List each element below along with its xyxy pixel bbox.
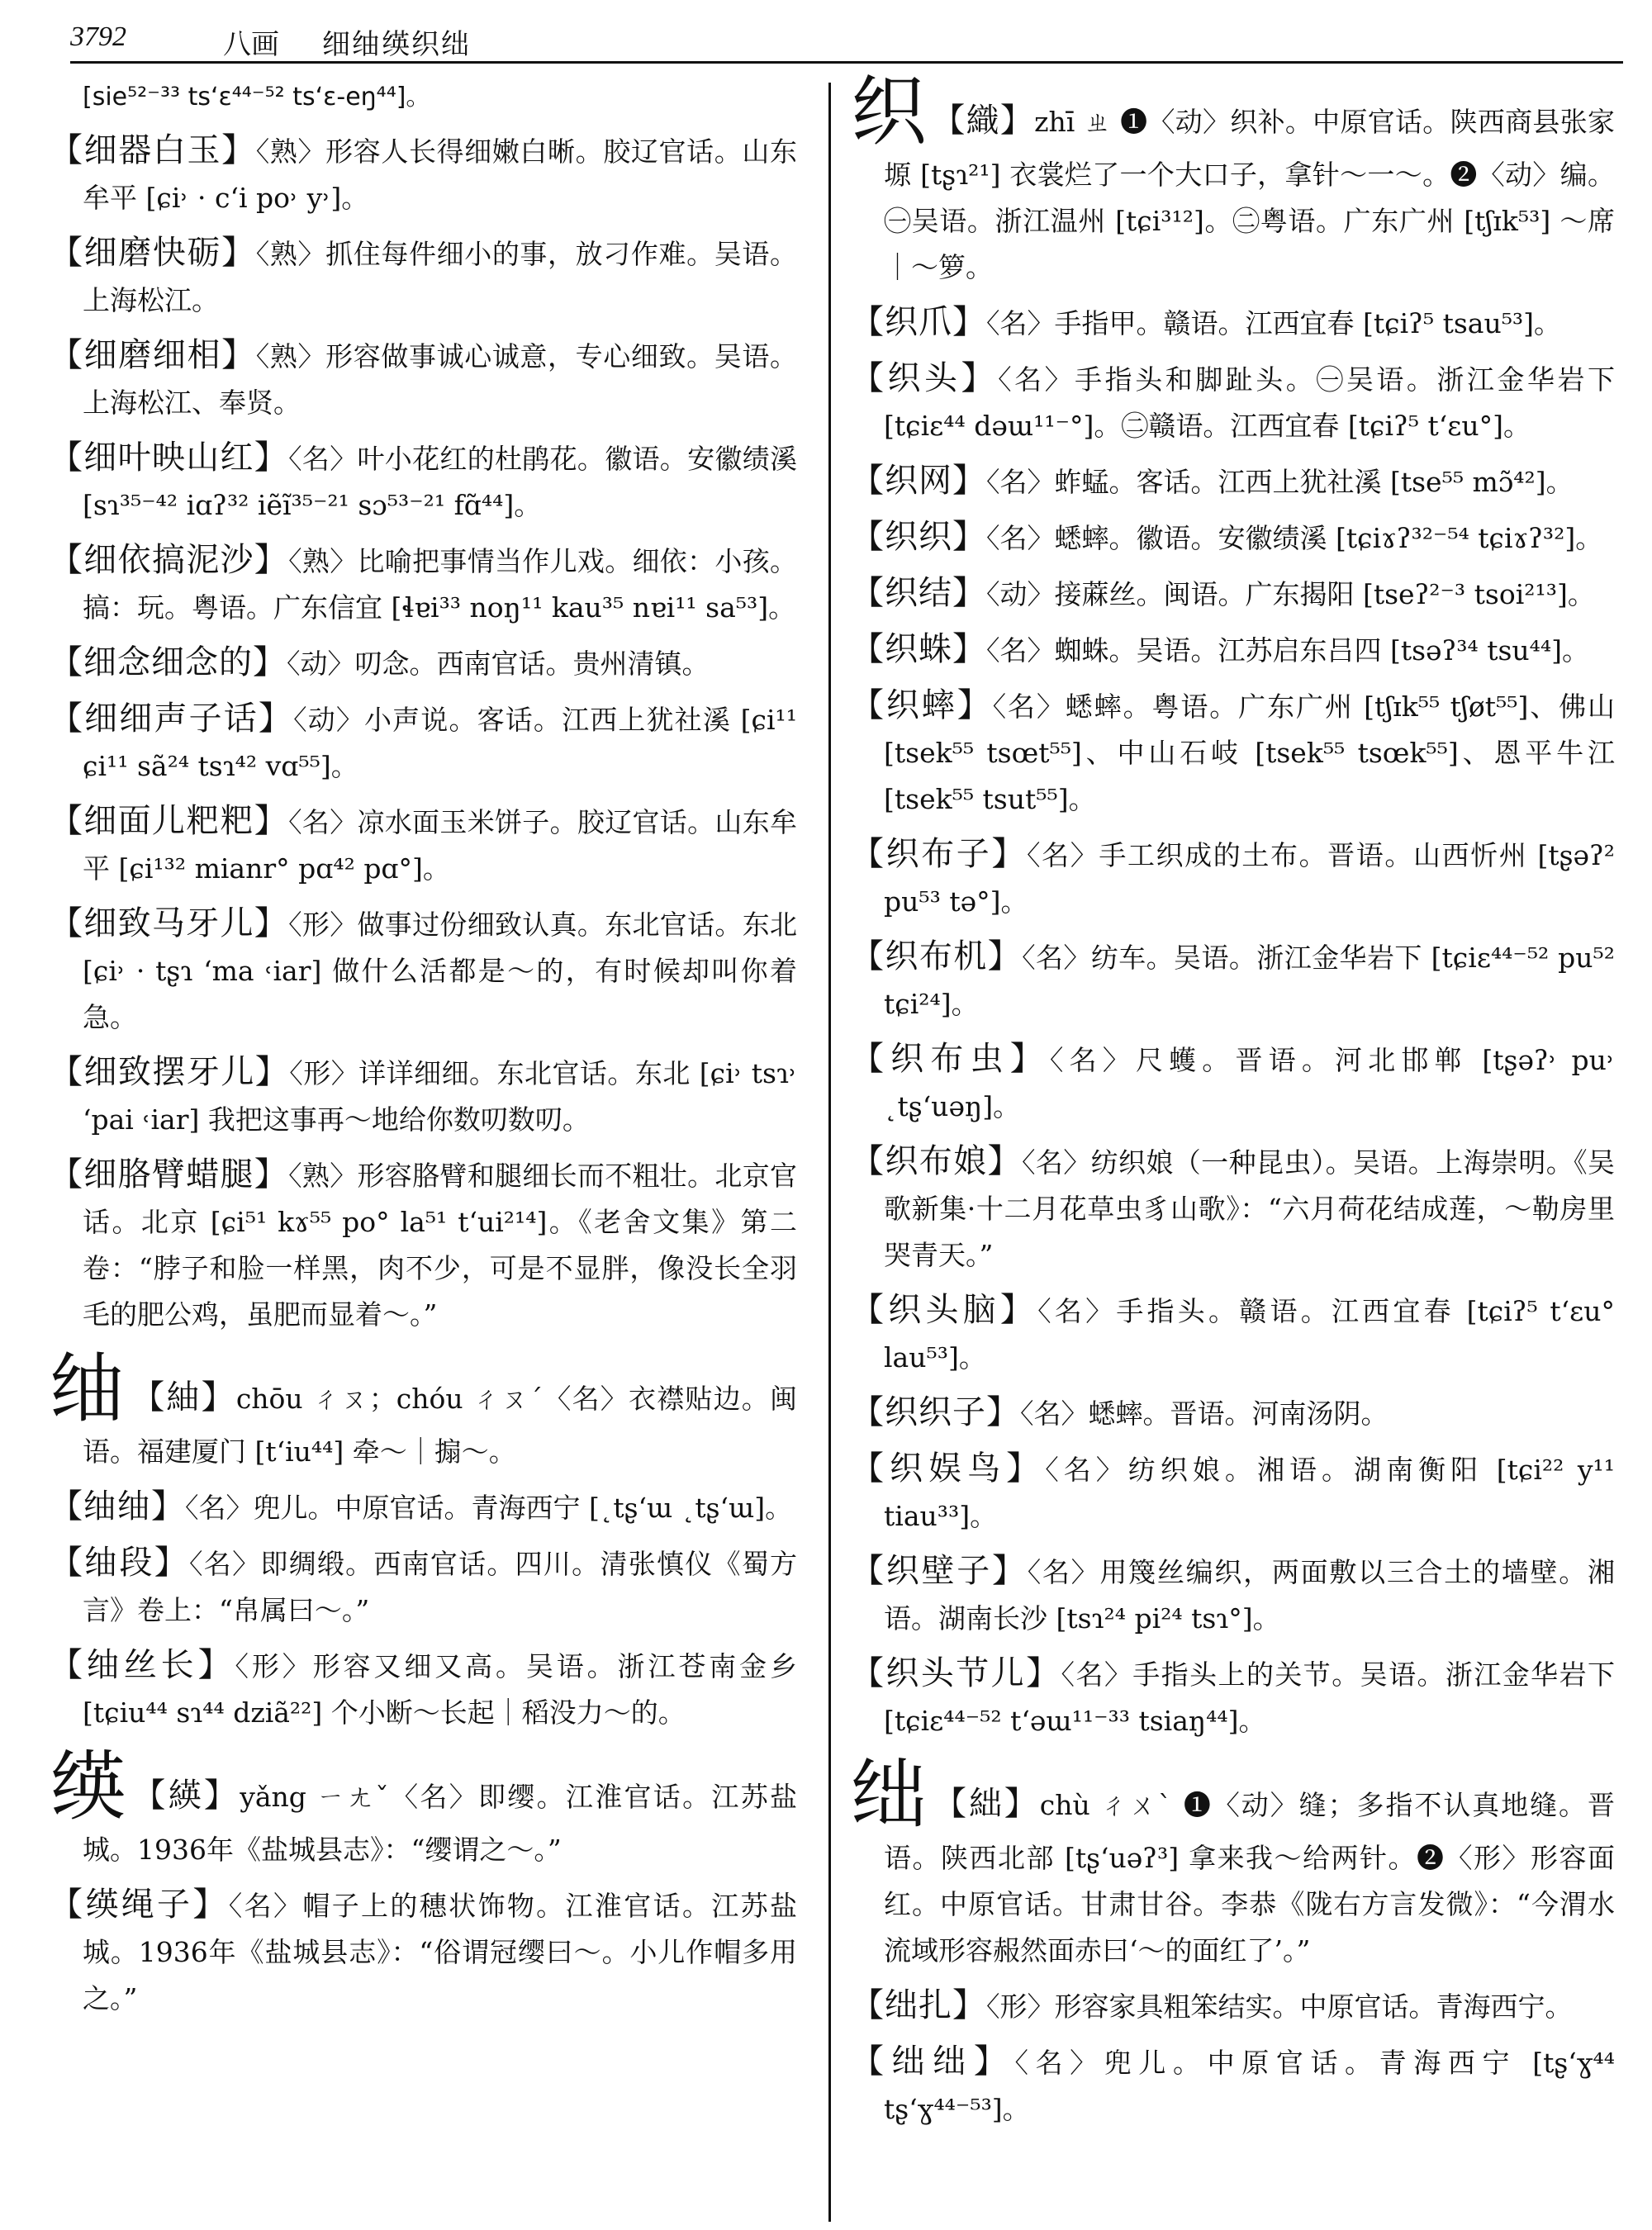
headword: 【织头节儿】 xyxy=(851,1654,1061,1692)
entry xyxy=(50,434,797,529)
definition: 〈名〉帽子上的穗状饰物。江淮官话。江苏盐城。1936年《盐城县志》：“俗谓冠缨曰～。小儿作帽多用之。” xyxy=(83,1890,798,2014)
definition: 〈名〉蟋蟀。粤语。广东广州 [tʃɪk⁵⁵ tʃøt⁵⁵]、佛山 [tsek⁵⁵ tsœt⁵⁵]、中山石岐 [tsek⁵⁵ tsœk⁵⁵]、恩平牛江 [tsek⁵⁵ tsut⁵⁵]。 xyxy=(884,690,1616,815)
headword: 【织织】 xyxy=(851,518,986,556)
continuation-text: [sie⁵²⁻³³ ts‘ɛ⁴⁴⁻⁵² ts‘ɛ-eŋ⁴⁴]。 xyxy=(83,83,431,112)
headword: 【细细声子话】 xyxy=(50,700,294,738)
headword: 【织网】 xyxy=(851,462,986,500)
headword: 【细器白玉】 xyxy=(50,131,256,169)
head-character: 绬 xyxy=(50,1743,128,1831)
entry xyxy=(851,2038,1615,2133)
character-entry xyxy=(50,1345,797,1475)
entry xyxy=(851,682,1615,823)
definition: 〈名〉手指头。赣语。江西宜春 [tɕiʔ⁵ t‘ɛu° lau⁵³]。 xyxy=(884,1295,1615,1374)
headword: 【织蟀】 xyxy=(851,686,993,724)
entry xyxy=(851,1982,1615,2030)
entry xyxy=(50,332,797,426)
definition: 〈名〉叶小花红的杜鹃花。徽语。安徽绩溪 [sɿ³⁵⁻⁴² iɑʔ³² iẽĩ³⁵⁻²¹ sɔ⁵³⁻²¹ fɑ̃⁴⁴]。 xyxy=(83,443,798,521)
headword: 【细胳臂蜡腿】 xyxy=(50,1155,289,1193)
page-header xyxy=(70,15,1623,64)
entry xyxy=(851,1445,1615,1540)
headword: 【细磨细相】 xyxy=(50,336,256,374)
entry xyxy=(50,1151,797,1338)
definition: chù ㄔㄨˋ ❶〈动〉缝；多指不认真地缝。晋语。陕西北部 [tʂ‘uəʔ³] 拿来我～给两针。❷〈形〉形容面红。中原官话。甘肃甘谷。李恭《陇右方言发微》：“今渭水流域形容赧然面赤曰‘～的面红了’。” xyxy=(884,1789,1615,1967)
definition: zhī ㄓ ❶〈动〉织补。中原官话。陕西商县张家塬 [tʂɿ²¹] 衣裳烂了一个大口子，拿针～一～。❷〈动〉编。㊀吴语。浙江温州 [tɕi³¹²]。㊁粤语。广东广州 [tʃɪk⁵³] ～席｜～箩。 xyxy=(884,106,1615,283)
definition: 〈名〉尺蠖。晋语。河北邯郸 [tʂəʔ˒ pu˒ ˛tʂ‘uəŋ]。 xyxy=(884,1044,1616,1122)
headword: 【绌绌】 xyxy=(851,2043,1015,2081)
headword: 【织头脑】 xyxy=(851,1291,1038,1329)
entry xyxy=(50,1540,797,1634)
head-character: 绌 xyxy=(851,1751,928,1839)
definition: 〈名〉蚱蜢。客话。江西上犹社溪 [tse⁵⁵ mɔ̃⁴²]。 xyxy=(986,466,1574,498)
definition: 〈名〉兜儿。中原官话。青海西宁 [˛tʂ‘ɯ ˛tʂ‘ɯ]。 xyxy=(185,1492,793,1524)
definition: 〈动〉叨念。西南官话。贵州清镇。 xyxy=(287,648,710,680)
headword: 【细致摆牙儿】 xyxy=(50,1053,290,1091)
character-entry xyxy=(851,1751,1615,1974)
traditional-form: 【緓】 xyxy=(132,1777,240,1815)
entry xyxy=(851,458,1615,505)
headword: 【织布娘】 xyxy=(851,1142,1022,1180)
definition: 〈动〉接蔴丝。闽语。广东揭阳 [tseʔ²⁻³ tsoi²¹³]。 xyxy=(986,578,1595,610)
headword: 【织爪】 xyxy=(851,303,986,341)
definition: 〈名〉手工织成的土布。晋语。山西忻州 [tʂəʔ² pu⁵³ tə°]。 xyxy=(884,839,1616,918)
headword: 【织织子】 xyxy=(851,1393,1020,1431)
left-column xyxy=(50,73,797,2030)
entry xyxy=(50,537,797,631)
headword: 【䌷丝长】 xyxy=(50,1646,235,1684)
definition: 〈熟〉抓住每件细小的事，放刁作难。吴语。上海松江。 xyxy=(83,238,798,316)
stroke-section: 八画 xyxy=(223,28,279,61)
entry xyxy=(50,1642,797,1736)
entry xyxy=(50,230,797,324)
header-rule xyxy=(70,61,1623,64)
entry xyxy=(851,514,1615,562)
entry xyxy=(50,127,797,221)
entry xyxy=(851,1287,1615,1381)
entry xyxy=(50,1049,797,1143)
headword: 【织娱鸟】 xyxy=(851,1450,1046,1487)
entry xyxy=(50,798,797,892)
entry xyxy=(851,1389,1615,1437)
right-column xyxy=(851,68,1616,2141)
headword: 【䌷段】 xyxy=(50,1544,190,1582)
head-character: 䌷 xyxy=(50,1345,127,1433)
headword: 【织布子】 xyxy=(851,835,1028,873)
definition: 〈名〉纺织娘。湘语。湖南衡阳 [tɕi²² y¹¹ tiau³³]。 xyxy=(884,1454,1615,1532)
headword: 【细叶映山红】 xyxy=(50,439,289,477)
entry xyxy=(851,626,1615,674)
headword: 【细磨快砺】 xyxy=(50,234,256,272)
head-character: 织 xyxy=(851,68,928,156)
entry xyxy=(851,1650,1615,1744)
headword: 【织布机】 xyxy=(851,937,1023,975)
definition: 〈熟〉比喻把事情当作儿戏。细依：小孩。搞：玩。粤语。广东信宜 [ɬɐi³³ noŋ¹¹ kau³⁵ nɐi¹¹ sa⁵³]。 xyxy=(83,545,798,624)
entry xyxy=(851,1548,1615,1642)
definition: 〈熟〉形容胳臂和腿细长而不粗壮。北京官话。北京 [ɕi⁵¹ kɤ⁵⁵ po° la⁵¹ t‘ui²¹⁴]。《老舍文集》第二卷：“脖子和脸一样黑，肉不少，可是不显胖，像没长全羽毛的肥公鸡，虽肥而显着～。” xyxy=(83,1160,798,1331)
entry xyxy=(50,1881,797,2022)
definition: 〈名〉兜儿。中原官话。青海西宁 [tʂ‘ɣ⁴⁴ tʂ‘ɣ⁴⁴⁻⁵³]。 xyxy=(884,2047,1616,2125)
definition: 〈熟〉形容做事诚心诚意，专心细致。吴语。上海松江、奉贤。 xyxy=(83,340,798,419)
definition: 〈形〉做事过份细致认真。东北官话。东北 [ɕi˒ · tʂɿ ‘ma ˓iar] 做什么活都是～的，有时候却叫你着急。 xyxy=(83,909,798,1033)
definition: 〈名〉手指头上的关节。吴语。浙江金华岩下 [tɕiɛ⁴⁴⁻⁵² t‘əɯ¹¹⁻³³ tsiaŋ⁴⁴]。 xyxy=(884,1658,1616,1737)
headword: 【绬绳子】 xyxy=(50,1886,229,1924)
entry xyxy=(50,639,797,687)
entry xyxy=(851,1138,1615,1279)
headword: 【细面儿粑粑】 xyxy=(50,802,289,840)
headword: 【细致马牙儿】 xyxy=(50,904,289,942)
entry xyxy=(851,570,1615,618)
headword: 【织壁子】 xyxy=(851,1552,1028,1590)
definition: 〈形〉形容又细又高。吴语。浙江苍南金乡 [tɕiu⁴⁴ sɿ⁴⁴ dziã²²] 个小断～长起｜稻没力～的。 xyxy=(83,1650,798,1729)
definition: 〈名〉用篾丝编织，两面敷以三合土的墙壁。湘语。湖南长沙 [tsɿ²⁴ pi²⁴ tsɿ°]。 xyxy=(884,1556,1616,1635)
definition: 〈名〉手指甲。赣语。江西宜春 [tɕiʔ⁵ tsau⁵³]。 xyxy=(986,307,1562,339)
entry xyxy=(851,831,1615,925)
headword: 【细念细念的】 xyxy=(50,643,287,681)
column-divider xyxy=(828,83,831,2222)
definition: 〈名〉蟋蟀。晋语。河南汤阴。 xyxy=(1020,1397,1389,1430)
traditional-form: 【織】 xyxy=(932,102,1035,140)
traditional-form: 【紬】 xyxy=(131,1378,236,1416)
headword: 【䌷䌷】 xyxy=(50,1487,185,1525)
character-entry xyxy=(50,1743,798,1873)
headword: 【绌扎】 xyxy=(851,1986,986,2024)
traditional-form: 【絀】 xyxy=(933,1785,1040,1823)
definition: 〈名〉凉水面玉米饼子。胶辽官话。山东牟平 [ɕi¹³² mianr° pɑ⁴² pɑ°]。 xyxy=(83,806,798,885)
entry xyxy=(851,299,1615,347)
headword: 【织头】 xyxy=(851,359,999,397)
definition: 〈名〉纺车。吴语。浙江金华岩下 [tɕiɛ⁴⁴⁻⁵² pu⁵² tɕi²⁴]。 xyxy=(884,942,1616,1020)
definition: 〈熟〉形容人长得细嫩白晰。胶辽官话。山东牟平 [ɕi˒ · c‘i po˒ y˒]。 xyxy=(83,135,798,214)
entry xyxy=(851,933,1615,1027)
definition: 〈形〉详详细细。东北官话。东北 [ɕi˒ tsɿ˒ ‘pai ˓iar] 我把这事再～地给你数叨数叨。 xyxy=(83,1057,798,1136)
character-entry xyxy=(851,68,1615,291)
definition: 〈名〉蟋蟀。徽语。安徽绩溪 [tɕiɤʔ³²⁻⁵⁴ tɕiɤʔ³²]。 xyxy=(986,522,1603,554)
headword: 【织结】 xyxy=(851,574,986,612)
page-number: 3792 xyxy=(70,21,126,52)
definition: 〈名〉纺织娘（一种昆虫）。吴语。上海崇明。《吴歌新集·十二月花草虫豸山歌》：“六月荷花结成莲，～勒房里哭青天。” xyxy=(884,1146,1616,1271)
header-characters: 细䌷绬织绌 xyxy=(322,28,471,61)
definition: 〈名〉即绸缎。西南官话。四川。清张慎仪《蜀方言》卷上：“帛属曰～。” xyxy=(83,1548,798,1626)
headword: 【织布虫】 xyxy=(851,1040,1050,1078)
definition: 〈形〉形容家具粗笨结实。中原官话。青海西宁。 xyxy=(986,1990,1573,2023)
headword: 【细依搞泥沙】 xyxy=(50,541,289,579)
entry xyxy=(50,1483,797,1531)
definition: chōu ㄔㄡ；chóu ㄔㄡˊ〈名〉衣襟贴边。闽语。福建厦门 [t‘iu⁴⁴] 牵～｜搧～。 xyxy=(83,1383,797,1468)
entry xyxy=(851,355,1615,449)
definition: 〈名〉蜘蛛。吴语。江苏启东吕四 [tsəʔ³⁴ tsu⁴⁴]。 xyxy=(986,634,1590,667)
definition: yǎng ㄧㄤˇ〈名〉即缨。江淮官话。江苏盐城。1936年《盐城县志》：“缨谓之～。” xyxy=(83,1781,798,1866)
definition: 〈名〉手指头和脚趾头。㊀吴语。浙江金华岩下 [tɕiɛ⁴⁴ dəɯ¹¹⁻°]。㊁赣语。江西宜春 [tɕiʔ⁵ t‘ɛu°]。 xyxy=(884,363,1616,442)
entry xyxy=(50,695,797,790)
headword: 【织蛛】 xyxy=(851,630,986,668)
entry xyxy=(851,1036,1615,1130)
entry xyxy=(50,900,797,1041)
definition: 〈动〉小声说。客话。江西上犹社溪 [ɕi¹¹ ɕi¹¹ sã²⁴ tsɿ⁴² vɑ⁵⁵]。 xyxy=(83,704,797,782)
